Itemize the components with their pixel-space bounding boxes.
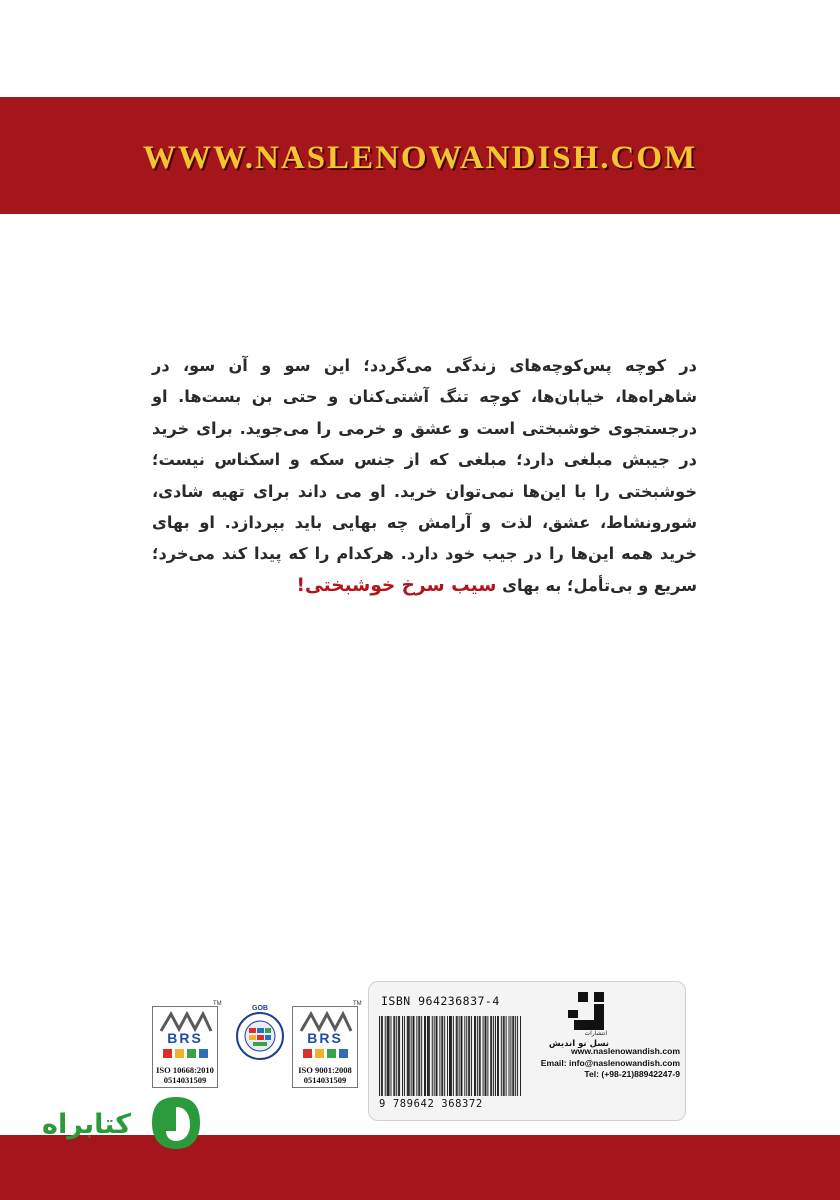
barcode-bar <box>461 1016 462 1096</box>
watermark-text: کتابراه <box>42 1109 131 1140</box>
barcode-bar <box>441 1016 442 1096</box>
publisher-website: www.naslenowandish.com <box>570 1046 680 1056</box>
barcode-bar <box>453 1016 454 1096</box>
barcode-bar <box>411 1016 412 1096</box>
barcode-bar <box>409 1016 410 1096</box>
barcode-bar <box>389 1016 390 1096</box>
barcode-bar <box>425 1016 426 1096</box>
barcode-bar <box>439 1016 440 1096</box>
barcode-bar <box>471 1016 472 1096</box>
barcode-bar <box>486 1016 487 1096</box>
ketabrah-watermark <box>42 1093 212 1153</box>
barcode-bar <box>450 1016 451 1096</box>
isbn-number: ISBN 964236837-4 <box>381 994 500 1008</box>
website-url: WWW.NASLENOWANDISH.COM <box>142 140 698 176</box>
barcode-bar <box>424 1016 425 1096</box>
barcode-bar <box>407 1016 408 1096</box>
barcode-bar <box>469 1016 470 1096</box>
barcode-bar <box>418 1016 419 1096</box>
blurb-highlight: سیب سرخ خوشبختی! <box>296 574 497 596</box>
barcode-bar <box>457 1016 458 1096</box>
barcode-bar <box>442 1016 443 1096</box>
barcode-bar <box>413 1016 414 1096</box>
barcode-bar <box>447 1016 448 1096</box>
iso-standard: ISO 10668:2010 <box>156 1065 214 1075</box>
barcode-bar <box>449 1016 450 1096</box>
barcode-bar <box>437 1016 438 1096</box>
barcode-bar <box>501 1016 502 1096</box>
barcode-bar <box>379 1016 380 1096</box>
barcode-bar <box>459 1016 460 1096</box>
barcode-bar <box>385 1016 386 1096</box>
barcode-bar <box>509 1016 510 1096</box>
barcode-bar <box>388 1016 389 1096</box>
barcode-bar <box>398 1016 399 1096</box>
barcode-bar <box>428 1016 429 1096</box>
barcode-bar <box>474 1016 475 1096</box>
publisher-name: نسل نو اندیش <box>548 1039 609 1049</box>
barcode-bar <box>436 1016 437 1096</box>
barcode-bar <box>466 1016 467 1096</box>
barcode-bar <box>451 1016 452 1096</box>
barcode-bar <box>393 1016 394 1096</box>
barcode-bar <box>504 1016 505 1096</box>
brs-cert-badge <box>152 1006 218 1088</box>
barcode-icon <box>379 1016 521 1096</box>
barcode-bar <box>498 1016 499 1096</box>
barcode-bar <box>404 1016 405 1096</box>
cert-code: 0514031509 <box>303 1075 347 1085</box>
barcode-bar <box>394 1016 395 1096</box>
barcode-bar <box>396 1016 397 1096</box>
publisher-contact <box>514 1046 680 1081</box>
barcode-bar <box>491 1016 492 1096</box>
back-cover-blurb <box>152 350 697 601</box>
blurb-body: در کوچه پس‌کوچه‌های زندگی می‌گردد؛ این سو و آن سو، در شاهراه‌ها، خیابان‌ها، کوچه تنگ آشتی‌کنان و حتی بن بست‌ها. او درجستجوی خوشبختی است و عشق و خرمی را می‌جوید. برای خرید در جیبش مبلغی دارد؛ مبلغی که از جنس سکه و اسکناس نیست؛ خوشبختی را با این‌ها نمی‌توان خرید. او می داند برای تهیه شادی، شورونشاط، عشق، لذت و آرامش چه بهایی باید بپردازد. او بهای خرید همه این‌ها را در جیب خود دارد. هرکدام را که پیدا کند می‌خرد؛ سریع و بی‌تأمل؛ به بهای <box>152 356 697 595</box>
barcode-bar <box>382 1016 383 1096</box>
barcode-bar <box>495 1016 496 1096</box>
brs-mark: BRS <box>167 1030 203 1046</box>
barcode-bar <box>427 1016 428 1096</box>
barcode-bar <box>408 1016 409 1096</box>
barcode-bar <box>477 1016 478 1096</box>
trademark-mark: TM <box>353 1001 362 1007</box>
barcode-bar <box>503 1016 504 1096</box>
barcode-bar <box>432 1016 433 1096</box>
barcode-bar <box>391 1016 392 1096</box>
publisher-tag: انتشارات <box>584 1030 607 1037</box>
ketabrah-leaf-icon <box>150 1093 202 1151</box>
barcode-bar <box>506 1016 507 1096</box>
barcode-bar <box>421 1016 422 1096</box>
cert-code: 0514031509 <box>163 1075 207 1085</box>
barcode-bar <box>475 1016 476 1096</box>
brs-mark: BRS <box>307 1030 343 1046</box>
color-swatches <box>163 1049 208 1058</box>
barcode-bar <box>381 1016 382 1096</box>
color-swatches <box>303 1049 348 1058</box>
brs-cert-badge <box>292 1006 358 1088</box>
barcode-bar <box>416 1016 417 1096</box>
isbn-label <box>368 981 686 1121</box>
publisher-phone: Tel: (+98-21)88942247-9 <box>584 1069 680 1079</box>
barcode-bar <box>490 1016 491 1096</box>
barcode-bar <box>387 1016 388 1096</box>
barcode-bar <box>419 1016 420 1096</box>
barcode-bar <box>434 1016 435 1096</box>
barcode-bar <box>479 1016 480 1096</box>
barcode-bar <box>444 1016 445 1096</box>
barcode-bar <box>402 1016 403 1096</box>
barcode-bar <box>487 1016 488 1096</box>
barcode-bar <box>497 1016 498 1096</box>
barcode-bar <box>493 1016 494 1096</box>
barcode-bar <box>414 1016 415 1096</box>
barcode-bar <box>399 1016 400 1096</box>
gob-seal-icon <box>232 1000 288 1070</box>
barcode-bar <box>468 1016 469 1096</box>
barcode-bar <box>510 1016 511 1096</box>
barcode-bar <box>483 1016 484 1096</box>
barcode-bar <box>485 1016 486 1096</box>
publisher-email: Email: info@naslenowandish.com <box>540 1057 680 1068</box>
barcode-bar <box>480 1016 481 1096</box>
svg-text:GOB: GOB <box>252 1005 268 1012</box>
barcode-digits: 9 789642 368372 <box>379 1098 483 1110</box>
barcode-bar <box>462 1016 463 1096</box>
barcode-bar <box>456 1016 457 1096</box>
trademark-mark: TM <box>213 1001 222 1007</box>
barcode-bar <box>464 1016 465 1096</box>
iso-standard: ISO 9001:2008 <box>298 1065 352 1075</box>
barcode-bar <box>429 1016 430 1096</box>
